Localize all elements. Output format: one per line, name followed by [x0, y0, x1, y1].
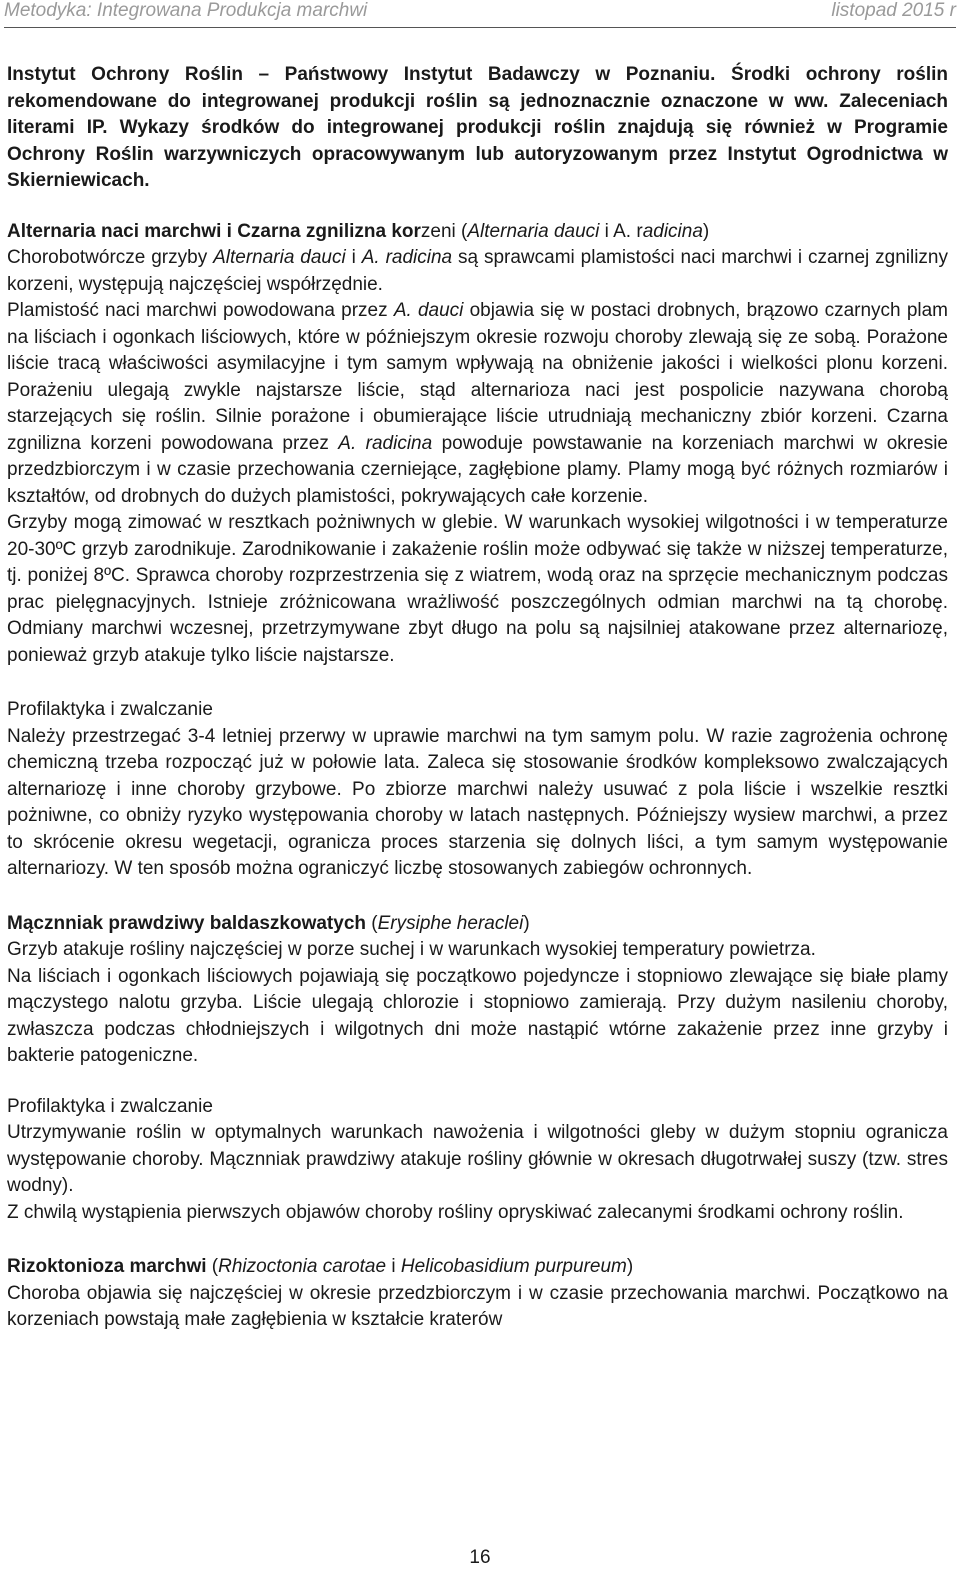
- latin-name: adicina: [642, 220, 703, 242]
- alternaria-paragraph-3: Grzyby mogą zimować w resztkach pożniwnych w glebie. W warunkach wysokiej wilgotności i w temperaturze 20-30ºC grzyb zarodnikuje. Zarodnikowanie i zakażenie roślin może odbywać się także w niższej temperaturze, tj. poniżej 8ºC. Sprawca choroby rozprzestrzenia się z wiatrem, wodą oraz na sprzęcie mechanicznym podczas prac pielęgnacyjnych. Istnieje zróżnicowana wrażliwość poszczególnych odmian marchwi na tą chorobę. Odmiany marchwi wczesnej, przetrzymywane zbyt długo na polu są najsilniej atakowane przez alternariozę, ponieważ grzyb atakuje tylko liście najstarsze.: [7, 512, 948, 666]
- maczniak-paragraph-1: Grzyb atakuje rośliny najczęściej w porze suchej i w warunkach wysokiej temperatury powietrza.: [7, 939, 816, 960]
- header-title: Metodyka: Integrowana Produkcja marchwi: [4, 0, 368, 21]
- text-run: są sprawcami plamistości naci marchwi i czarnej zgnilizny korzeni, występują najczęściej współrzędnie.: [7, 247, 948, 295]
- title-bold-part: Rizoktonioza marchwi: [7, 1256, 207, 1277]
- page-header: [4, 0, 956, 26]
- header-divider: [4, 27, 956, 28]
- maczniak-prevention-text-1: Utrzymywanie roślin w optymalnych warunkach nawożenia i wilgotności gleby w dużym stopniu ogranicza występowanie choroby. Mącznniak prawdziwy atakuje rośliny głównie w okresach długotrwałej suszy (tzw. stres wodny).: [7, 1122, 948, 1196]
- latin-name: A. radicina: [338, 432, 433, 454]
- alternaria-prevention-text: Należy przestrzegać 3-4 letniej przerwy w uprawie marchwi na tym samym polu. W razie zagrożenia ochronę chemiczną trzeba rozpocząć już w połowie lata. Zaleca się stosowanie środków kompleksowo zwalczających alternariozę i inne choroby grzybowe. Po zbiorze marchwi należy usuwać z pola liście i wszelkie resztki pożniwne, co obniży ryzyko występowania choroby w latach następnych. Późniejszy wysiew marchwi, a przez to skrócenie okresu wegetacji, ogranicza proces starzenia się dolnych liści, a tym samym występowanie alternariozy. W ten sposób można ograniczyć liczbę stosowanych zabiegów ochronnych.: [7, 725, 948, 879]
- title-bold-part: Mącznniak prawdziwy baldaszkowatych: [7, 912, 366, 934]
- rizoktonioza-paragraph-1: Choroba objawia się najczęściej w okresie przedzbiorczym i w czasie przechowania marchwi. Początkowo na korzeniach powstają małe zagłębienia w kształcie kraterów: [7, 1282, 948, 1330]
- text-run: Plamistość naci marchwi powodowana przez: [7, 300, 394, 321]
- title-text: ): [626, 1256, 634, 1277]
- intro-paragraph: Instytut Ochrony Roślin – Państwowy Instytut Badawczy w Poznaniu. Środki ochrony roślin rekomendowane do integrowanej produkcji roślin są jednoznacznie oznaczone w ww. Zaleceniach literami IP. Wykazy środków do integrowanej produkcji roślin znajdują się również w Programie Ochrony Roślin warzywniczych opracowywanym lub autoryzowanym przez Instytut Ogrodnictwa w Skierniewicach.: [7, 64, 948, 191]
- header-date: listopad 2015 r: [831, 0, 956, 21]
- alternaria-prevention-heading: Profilaktyka i zwalczanie: [7, 699, 213, 720]
- latin-name: Rhizoctonia carotae: [218, 1256, 387, 1277]
- section-title-alternaria: [7, 219, 948, 246]
- maczniak-prevention-text-2: Z chwilą wystąpienia pierwszych objawów choroby rośliny opryskiwać zalecanymi środkami ochrony roślin.: [7, 1201, 904, 1223]
- text-run: Chorobotwórcze grzyby: [7, 247, 214, 268]
- title-bold-part: Alternaria naci marchwi i Czarna zgnilizna kor: [7, 220, 421, 242]
- text-run: powoduje powstawanie na korzeniach marchwi w okresie przedzbiorczym i w czasie przechowania czerniejące, zagłębione plamy. Plamy mogą być różnych rozmiarów i kształtów, od drobnych do dużych plamistości, pokrywających całe korzenie.: [7, 432, 948, 507]
- title-text: zeni (: [420, 220, 468, 242]
- title-text: i A. r: [599, 220, 643, 242]
- maczniak-prevention-heading: Profilaktyka i zwalczanie: [7, 1095, 213, 1117]
- latin-name: Erysiphe heraclei: [377, 912, 524, 934]
- title-text: i: [386, 1256, 401, 1277]
- title-text: (: [366, 912, 378, 934]
- page-number: 16: [469, 1547, 491, 1568]
- maczniak-paragraph-2: Na liściach i ogonkach liściowych pojawiają się początkowo pojedyncze i stopniowo zlewające się białe plamy mączystego nalotu grzyba. Liście ulegają chlorozie i stopniowo zamierają. Przy dużym nasileniu choroby, zwłaszcza podczas chłodniejszych i wilgotnych dni może nastąpić wtórne zakażenie przez inne grzyby i bakterie patogeniczne.: [7, 965, 948, 1066]
- latin-name: A. dauci: [393, 300, 464, 321]
- latin-name: Alternaria dauci: [467, 220, 600, 242]
- alternaria-paragraph-2: [7, 298, 948, 510]
- latin-name: Alternaria dauci: [213, 247, 346, 268]
- section-title-maczniak: [7, 911, 948, 938]
- page-body: [7, 62, 948, 1334]
- text-run: i: [345, 247, 362, 268]
- title-text: (: [206, 1256, 219, 1277]
- section-title-rizoktonioza: [7, 1254, 948, 1281]
- latin-name: A. radicina: [361, 247, 453, 268]
- title-text: ): [523, 912, 530, 934]
- text-run: objawia się w postaci drobnych, brązowo czarnych plam na liściach i ogonkach liściowych, które w późniejszym okresie rozwoju choroby zlewają się ze sobą. Porażone liście tracą właściwości asymilacyjne i tym samym wpływają na obniżenie jakości i wielkości plonu korzeni. Porażeniu ulegają zwykle najstarsze liście, stąd alternarioza naci jest pospolicie nazywana chorobą starzejących się roślin. Silnie porażone i obumierające liście utrudniają mechaniczny zbiór korzeni. Czarna zgnilizna korzeni powodowana przez: [7, 300, 948, 454]
- latin-name: Helicobasidium purpureum: [400, 1256, 627, 1277]
- title-text: ): [702, 220, 710, 242]
- alternaria-paragraph-1: [7, 245, 948, 298]
